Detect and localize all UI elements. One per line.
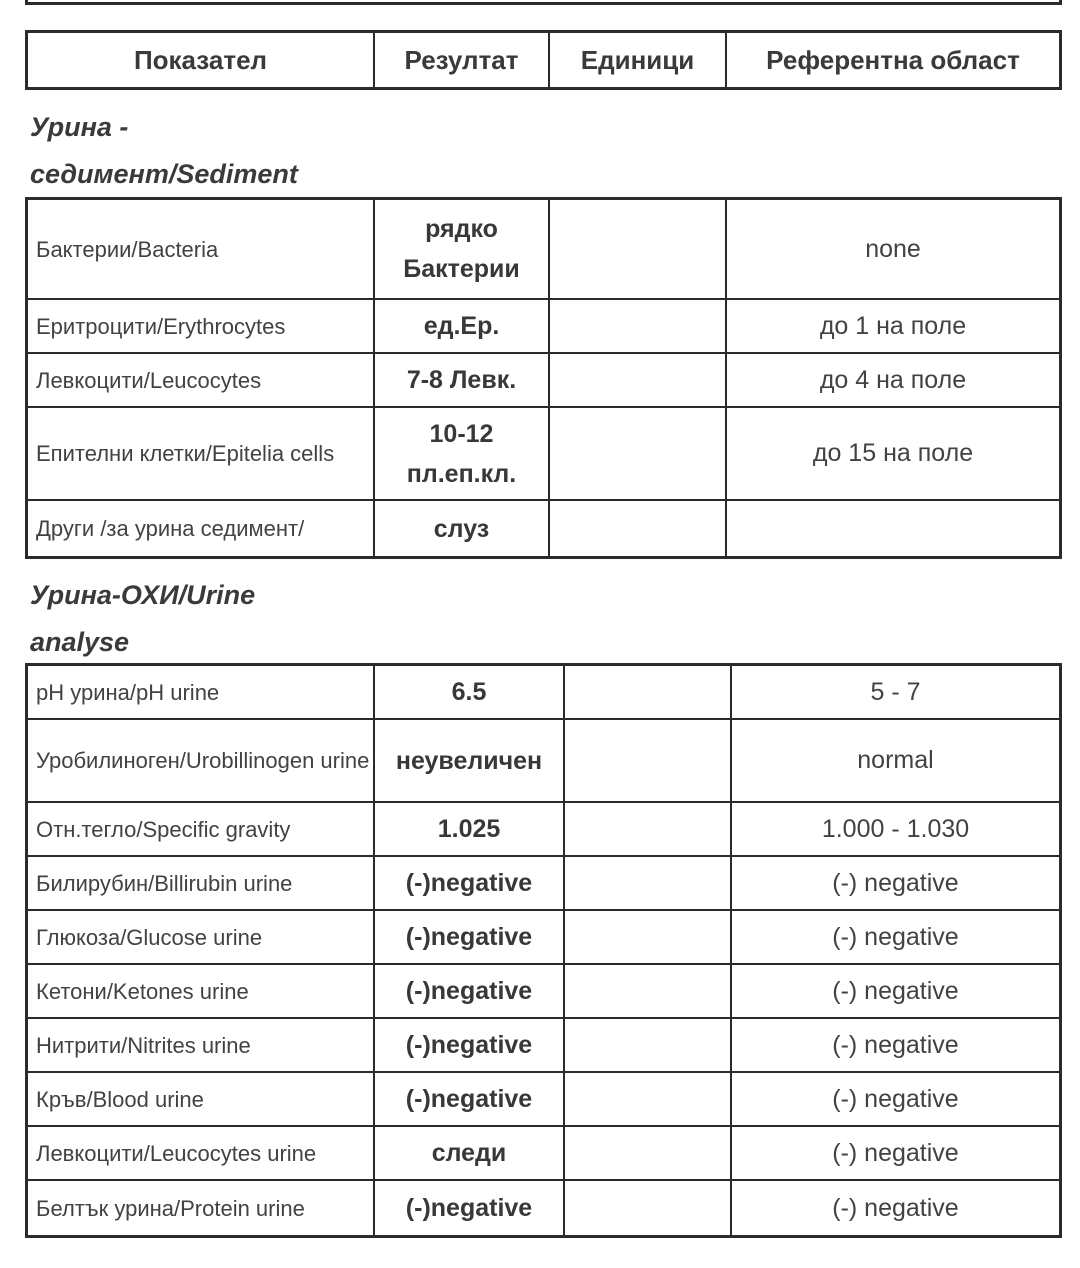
table-row (28, 300, 1059, 354)
urine-sediment-table (25, 197, 1062, 559)
header-label: Резултат (404, 44, 519, 75)
result-cell (375, 408, 550, 499)
indicator-label: Еритроцити/Erythrocytes (36, 313, 286, 339)
reference-value: (-) negative (832, 1084, 959, 1113)
indicator-label: Глюкоза/Glucose urine (36, 924, 263, 950)
section-title-urine-analyse (30, 572, 255, 666)
reference-cell (727, 408, 1059, 499)
indicator-cell (28, 501, 375, 556)
result-line: Бактерии (403, 255, 520, 283)
result-value: слуз (433, 514, 490, 543)
reference-value: (-) negative (832, 922, 959, 951)
reference-cell (732, 1073, 1059, 1125)
indicator-label: Уробилиноген/Urobillinogen urine (36, 748, 370, 773)
reference-cell (732, 803, 1059, 855)
units-cell (565, 1073, 732, 1125)
result-value: 6.5 (451, 678, 487, 706)
indicator-cell (28, 1019, 375, 1071)
units-cell (565, 857, 732, 909)
reference-value: (-) negative (832, 1138, 959, 1167)
table-row (28, 1073, 1059, 1127)
indicator-label: Левкоцити/Leucocytes urine (36, 1140, 317, 1166)
indicator-cell (28, 803, 375, 855)
table-row (28, 965, 1059, 1019)
units-cell (550, 300, 727, 352)
units-cell (565, 803, 732, 855)
reference-cell (727, 501, 1059, 556)
indicator-label: Кетони/Ketones urine (36, 978, 249, 1004)
reference-value: none (865, 234, 921, 263)
reference-value: normal (857, 746, 934, 774)
result-cell (375, 857, 565, 909)
reference-cell (732, 1127, 1059, 1179)
result-cell (375, 300, 550, 352)
reference-cell (732, 720, 1059, 801)
indicator-cell (28, 1073, 375, 1125)
indicator-label: Отн.тегло/Specific gravity (36, 816, 291, 842)
table-row (28, 1181, 1059, 1235)
result-value: 7-8 Левк. (406, 366, 517, 394)
result-value: неувеличен (395, 746, 543, 775)
table-row (28, 857, 1059, 911)
indicator-cell (28, 1181, 375, 1235)
result-line: 10-12 (429, 419, 494, 448)
reference-value: до 4 на поле (819, 365, 967, 394)
table-row (28, 408, 1059, 501)
units-cell (565, 720, 732, 801)
result-value: (-)negative (405, 923, 533, 951)
table-row (28, 354, 1059, 408)
section-title-line: analyse (30, 627, 130, 657)
reference-cell (732, 1181, 1059, 1235)
header-row (28, 33, 1059, 87)
reference-cell (727, 300, 1059, 352)
table-row (28, 501, 1059, 556)
reference-cell (727, 200, 1059, 298)
indicator-label: Нитрити/Nitrites urine (36, 1032, 251, 1058)
reference-value: (-) negative (832, 976, 959, 1005)
section-title-urine-sediment (30, 104, 298, 198)
units-cell (550, 200, 727, 298)
indicator-label: Кръв/Blood urine (36, 1086, 204, 1112)
indicator-label: pH урина/pH urine (36, 679, 220, 705)
header-cell-reference (727, 33, 1059, 87)
units-cell (550, 408, 727, 499)
result-cell (375, 200, 550, 298)
reference-value: до 1 на поле (819, 311, 967, 340)
indicator-label: Други /за урина седимент/ (36, 516, 305, 541)
section-title-line: Урина - (30, 112, 129, 142)
result-value: (-)negative (405, 1085, 533, 1113)
result-cell (375, 354, 550, 406)
result-line: рядко (425, 215, 498, 243)
results-header-table (25, 30, 1062, 90)
header-label: Показател (133, 44, 268, 75)
result-cell (375, 720, 565, 801)
units-cell (565, 911, 732, 963)
result-value: (-)negative (405, 977, 533, 1005)
units-cell (565, 666, 732, 718)
reference-value: (-) negative (832, 1193, 959, 1222)
header-label: Референтна област (766, 44, 1020, 75)
indicator-cell (28, 666, 375, 718)
indicator-cell (28, 965, 375, 1017)
result-value: ед.Ер. (423, 312, 500, 340)
reference-value: (-) negative (832, 1030, 959, 1059)
result-cell (375, 1019, 565, 1071)
reference-value: 1.000 - 1.030 (821, 814, 970, 843)
result-value: (-)negative (405, 869, 533, 897)
table-row (28, 720, 1059, 803)
reference-value: 5 - 7 (870, 677, 921, 706)
indicator-label: Левкоцити/Leucocytes (36, 367, 262, 393)
table-row (28, 1127, 1059, 1181)
section-title-line: Урина-ОХИ/Urine (30, 580, 256, 610)
units-cell (565, 965, 732, 1017)
indicator-cell (28, 408, 375, 499)
result-cell (375, 666, 565, 718)
indicator-cell (28, 300, 375, 352)
table-row (28, 1019, 1059, 1073)
indicator-cell (28, 354, 375, 406)
result-value: 1.025 (437, 815, 501, 843)
header-cell-indicator (28, 33, 375, 87)
header-cell-units (550, 33, 727, 87)
header-label: Единици (580, 44, 695, 75)
units-cell (565, 1127, 732, 1179)
reference-value: до 15 на поле (812, 439, 974, 467)
indicator-cell (28, 911, 375, 963)
table-row (28, 666, 1059, 720)
units-cell (550, 354, 727, 406)
result-line: пл.еп.кл. (406, 459, 517, 488)
section-title-line: седимент/Sediment (30, 159, 298, 189)
result-cell (375, 501, 550, 556)
indicator-cell (28, 200, 375, 298)
reference-cell (732, 911, 1059, 963)
result-value (407, 414, 517, 494)
reference-cell (732, 666, 1059, 718)
indicator-label: Епителни клетки/Epitelia cells (36, 441, 335, 466)
result-cell (375, 1073, 565, 1125)
reference-cell (732, 1019, 1059, 1071)
units-cell (565, 1181, 732, 1235)
result-value (403, 209, 520, 289)
units-cell (550, 501, 727, 556)
indicator-label: Бактерии/Bacteria (36, 236, 219, 262)
reference-value: (-) negative (832, 868, 959, 897)
result-cell (375, 911, 565, 963)
result-value: следи (431, 1139, 507, 1167)
indicator-cell (28, 720, 375, 801)
units-cell (565, 1019, 732, 1071)
indicator-label: Билирубин/Billirubin urine (36, 870, 293, 896)
urine-analyse-table (25, 663, 1062, 1238)
result-cell (375, 803, 565, 855)
result-cell (375, 965, 565, 1017)
table-row (28, 200, 1059, 300)
indicator-cell (28, 1127, 375, 1179)
result-value: (-)negative (405, 1031, 533, 1059)
header-cell-result (375, 33, 550, 87)
reference-cell (727, 354, 1059, 406)
indicator-label: Белтък урина/Protein urine (36, 1195, 305, 1221)
reference-cell (732, 857, 1059, 909)
table-row (28, 803, 1059, 857)
cutoff-table-bottom-border (25, 0, 1062, 5)
reference-cell (732, 965, 1059, 1017)
result-cell (375, 1181, 565, 1235)
result-value: (-)negative (405, 1194, 533, 1222)
indicator-cell (28, 857, 375, 909)
table-row (28, 911, 1059, 965)
result-cell (375, 1127, 565, 1179)
